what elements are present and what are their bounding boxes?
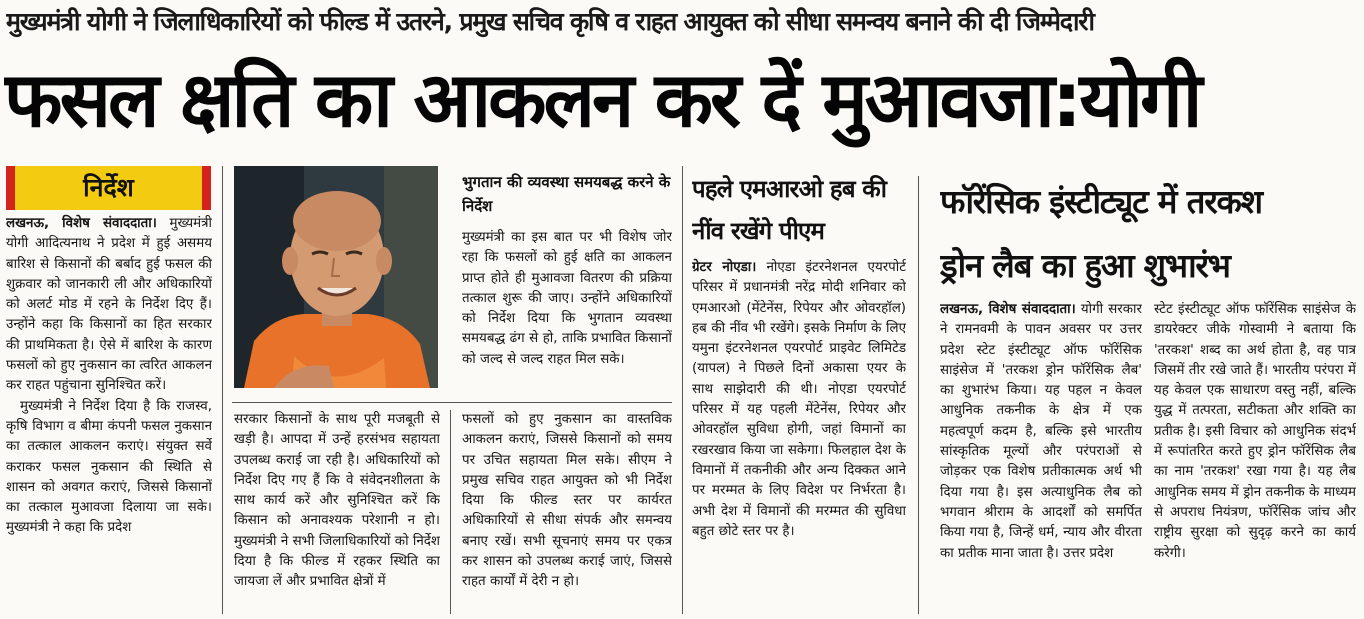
main-story-column-3-bottom xyxy=(462,410,672,614)
dateline: ग्रेटर नोएडा। xyxy=(692,260,757,275)
story3-headline-line-2: ड्रोन लैब का हुआ शुभारंभ xyxy=(940,246,1230,285)
story2-paragraph: ग्रेटर नोएडा। नोएडा इंटरनेशनल एयरपोर्ट परिसर में प्रधानमंत्री नरेंद्र मोदी शनिवार को एमआरओ (मेंटेनेंस, रिपेयर और ओवरहॉल) हब की नींव भी रखेंगे। इसके निर्माण के लिए यमुना इंटरनेशनल एयरपोर्ट प्राइवेट लिमिटेड (यापल) ने पिछले दिनों अकासा एयर के साथ साझेदारी की थी। नोएडा एयरपोर्ट परिसर में यह पहली मेंटेनेंस, रिपेयर और ओवरहॉल सुविधा होगी, जहां विमानों का रखरखाव किया जा सकेगा। फिलहाल देश के विमानों में तकनीकी और अन्य दिक्कत आने पर मरम्मत के लिए विदेश पर निर्भरता है। अभी देश में विमानों की मरम्मत की सुविधा बहुत छोटे स्तर पर है। xyxy=(692,260,906,539)
kicker-strapline: मुख्यमंत्री योगी ने जिलाधिकारियों को फील्ड में उतरने, प्रमुख सचिव कृषि व राहत आयुक्त को सीधा समन्वय बनाने की दी जिम्मेदारी xyxy=(6,7,1094,36)
portrait-illustration xyxy=(234,166,438,388)
column-rule xyxy=(450,410,451,614)
column-rule xyxy=(682,166,683,614)
column-rule xyxy=(918,176,919,614)
col3-paragraph-1: मुख्यमंत्री का इस बात पर भी विशेष जोर रहा कि फसलों को हुई क्षति का आकलन प्राप्त होते ही मुआवजा वितरण की प्रक्रिया तत्काल शुरू की जाए। उन्होंने अधिकारियों को निर्देश दिया कि भुगतान व्यवस्था समयबद्ध ढंग से हो, ताकि प्रभावित किसानों को जल्द से जल्द राहत मिल सके। xyxy=(462,230,672,367)
story2-body xyxy=(692,258,906,614)
main-story-column-3-top xyxy=(462,228,672,396)
col3-paragraph-2: फसलों को हुए नुकसान का वास्तविक आकलन कराएं, जिससे किसानों को समय पर उचित सहायता मिल सके। सीएम ने प्रमुख सचिव राहत आयुक्त को भी निर्देश दिया कि फील्ड स्तर पर कार्यरत अधिकारियों से सीधा संपर्क और समन्वय बनाए रखें। सभी सूचनाएं समय पर एकत्र कर शासन को उपलब्ध कराई जाएं, जिससे राहत कार्यों में देरी न हो। xyxy=(462,412,672,590)
col1-paragraph-1: लखनऊ, विशेष संवाददाता। मुख्यमंत्री योगी आदित्यनाथ ने प्रदेश में हुई असमय बारिश से किसानों की बर्बाद हुई फसल की शुक्रवार को जानकारी ली और अधिकारियों को अलर्ट मोड में रहने के निर्देश दिए हैं। उन्होंने कहा कि किसानों का हित सरकार की प्राथमिकता है। ऐसे में बारिश के कारण फसलों को हुए नुकसान का त्वरित आकलन कर राहत पहुंचाना सुनिश्चित करें। xyxy=(6,216,212,394)
col2-paragraph-1: सरकार किसानों के साथ पूरी मजबूती से खड़ी है। आपदा में उन्हें हरसंभव सहायता उपलब्ध कराई जा रही है। अधिकारियों को निर्देश दिए गए हैं कि वे संवेदनशीलता के साथ कार्य करें और सुनिश्चित करें कि किसान को अनावश्यक परेशानी न हो। मुख्यमंत्री ने सभी जिलाधिकारियों को निर्देश दिया है कि फील्ड में रहकर स्थिति का जायजा लें और प्रभावित क्षेत्रों में xyxy=(234,412,440,590)
main-headline: फसल क्षति का आकलन कर दें मुआवजा:योगी xyxy=(4,55,1200,144)
story2-headline: पहले एमआरओ हब की नींव रखेंगे पीएम xyxy=(692,175,887,245)
main-story-column-2 xyxy=(234,410,440,614)
section-badge: निर्देश xyxy=(6,166,211,210)
story3-column-2 xyxy=(1154,300,1356,614)
main-story-column-1 xyxy=(6,214,212,614)
chief-minister-photo xyxy=(234,166,438,388)
story3-headline xyxy=(940,170,1358,300)
dateline: लखनऊ, विशेष संवाददाता। xyxy=(6,216,157,231)
story3-paragraph-2: स्टेट इंस्टीट्यूट ऑफ फॉरेंसिक साइंसेज के डायरेक्टर जीके गोस्वामी ने बताया कि 'तरकश' शब्द का अर्थ होता है, वह पात्र जिसमें तीर रखे जाते हैं। भारतीय परंपरा में यह केवल एक साधारण वस्तु नहीं, बल्कि युद्ध में तत्परता, सटीकता और शक्ति का प्रतीक है। इसी विचार को आधुनिक संदर्भ में रूपांतरित करते हुए ड्रोन फॉरेंसिक लैब का नाम 'तरकश' रखा गया है। यह लैब आधुनिक समय में ड्रोन तकनीक के माध्यम से अपराध नियंत्रण, फॉरेंसिक जांच और राष्ट्रीय सुरक्षा को सुदृढ़ करने का कार्य करेगी। xyxy=(1154,302,1356,561)
column-rule xyxy=(222,166,223,614)
story3-paragraph-1: लखनऊ, विशेष संवाददाता। योगी सरकार ने रामनवमी के पावन अवसर पर उत्तर प्रदेश स्टेट इंस्टीट्यूट ऑफ फॉरेंसिक साइंसेज में 'तरकश ड्रोन फॉरेंसिक लैब' का शुभारंभ किया। यह पहल न केवल आधुनिक तकनीक के क्षेत्र में एक महत्वपूर्ण कदम है, बल्कि इसे भारतीय सांस्कृतिक मूल्यों और परंपराओं से जोड़कर एक विशेष प्रतीकात्मक अर्थ भी दिया गया है। इस अत्याधुनिक लैब को भगवान श्रीराम के आदर्शों को समर्पित किया गया है, जिन्हें धर्म, न्याय और वीरता का प्रतीक माना जाता है। उत्तर प्रदेश xyxy=(940,302,1142,561)
col1-paragraph-2: मुख्यमंत्री ने निर्देश दिया है कि राजस्व, कृषि विभाग व बीमा कंपनी फसल नुकसान का तत्काल आकलन कराएं। संयुक्त सर्वे कराकर फसल नुकसान की स्थिति से शासन को अवगत कराएं, जिससे किसानों का तत्काल मुआवजा दिलाया जा सके। मुख्यमंत्री ने कहा कि प्रदेश xyxy=(6,398,212,536)
story3-headline-line-1: फॉरेंसिक इंस्टीट्यूट में तरकश xyxy=(940,182,1262,221)
dateline: लखनऊ, विशेष संवाददाता। xyxy=(940,302,1076,317)
col3-subhead: भुगतान की व्यवस्था समयबद्ध करने के निर्देश xyxy=(462,173,671,215)
story3-column-1 xyxy=(940,300,1142,614)
photo-bottom-rule xyxy=(232,402,672,403)
